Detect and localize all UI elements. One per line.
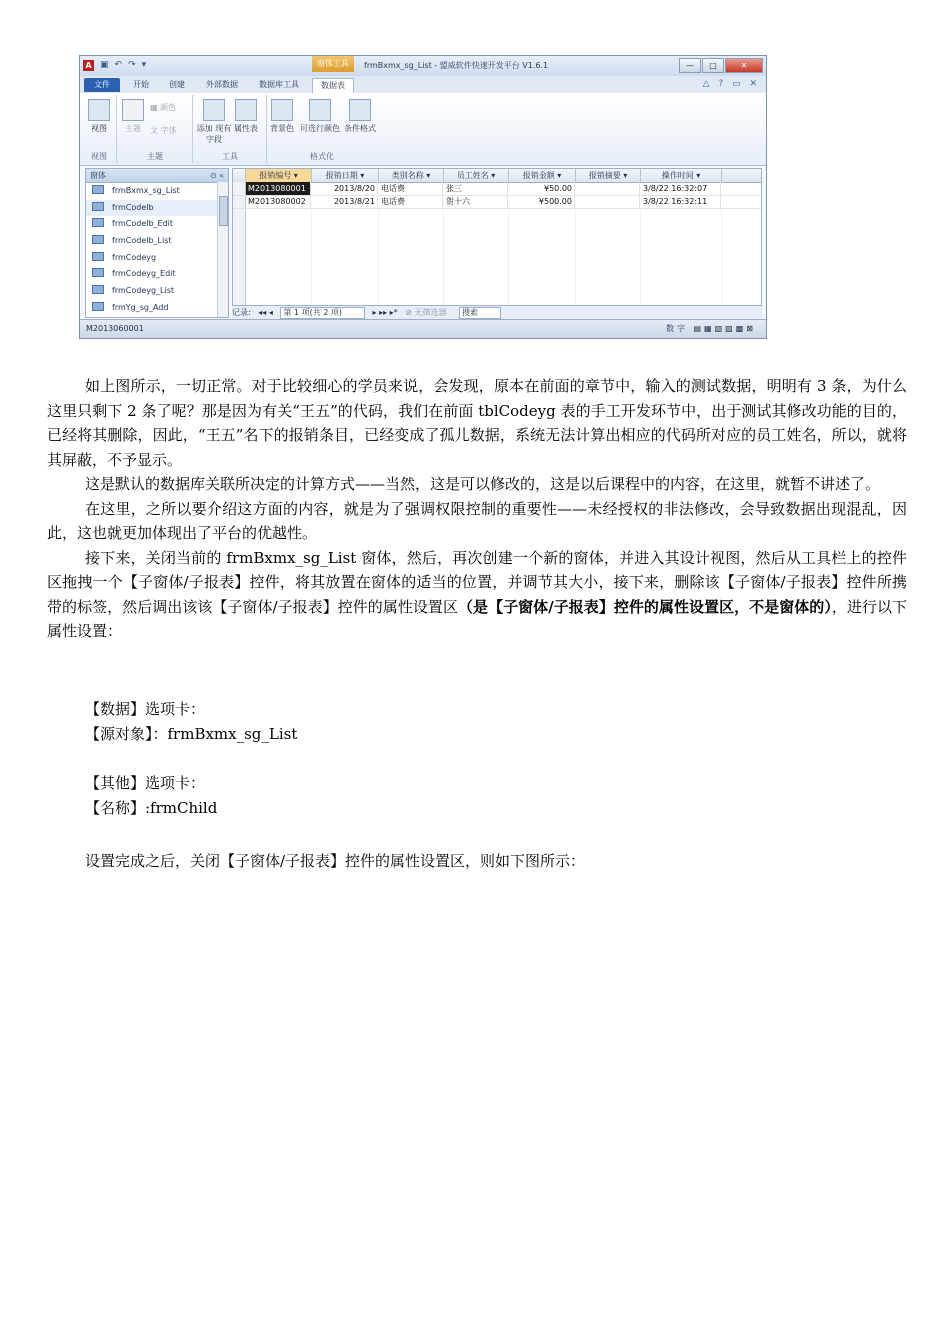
status-bar	[80, 319, 766, 338]
nav-item[interactable]: frmYg_sg_Add	[86, 300, 228, 317]
form-icon	[92, 235, 104, 244]
customize-qat-icon[interactable]: ▾	[141, 60, 147, 70]
column-header[interactable]: 员工姓名 ▾	[444, 169, 509, 182]
current-record-field[interactable]: 第 1 项(共 2 项)	[280, 307, 365, 319]
setting-source-object: 【源对象】：frmBxmx_sg_List	[85, 725, 298, 743]
nav-pane-header[interactable]: 窗体 ⊙ «	[86, 169, 228, 183]
form-icon	[92, 268, 104, 277]
table-row[interactable]: M2013080002 2013/8/21 电话费 贺十六 ¥500.00 3/8/22 16:32:11	[233, 195, 761, 209]
alternate-row-color-button[interactable]: 可选行颜色	[300, 99, 340, 134]
nav-item[interactable]: frmCodeyg_Edit	[86, 266, 228, 283]
access-app-icon: A	[83, 60, 94, 71]
add-existing-fields-button[interactable]: 添加 现有字段	[196, 99, 232, 145]
form-icon	[92, 252, 104, 261]
redo-icon[interactable]: ↷	[128, 60, 136, 70]
paragraph: 如上图所示，一切正常。对于比较细心的学员来说，会发现，原本在前面的章节中，输入的测试数据，明明有 3 条，为什么这里只剩下 2 条了呢？那是因为有关“王五”的代码，我们在前面 tblCodeyg 表的手工开发环节中，出于测试其修改功能的目的，已经将其删除，因此，“王五”名下的报销条目，已经变成了孤儿数据，系统无法计算出相应的代码所对应的员工姓名，所以，就将其屏蔽，不予显示。	[47, 377, 907, 469]
ribbon-tabs	[80, 76, 766, 93]
column-header[interactable]: 报销编号 ▾	[246, 169, 312, 182]
conditional-formatting-button[interactable]: 条件格式	[344, 99, 376, 134]
tab-home[interactable]: 开始	[133, 80, 149, 89]
paragraph: 接下来，关闭当前的 frmBxmx_sg_List 窗体，然后，再次创建一个新的窗体，并进入其设计视图，然后从工具栏上的控件区拖拽一个【子窗体/子报表】控件，将其放置在窗体的适当的位置，并调节其大小，接下来，删除该【子窗体/子报表】控件所携带的标签，然后调出该该【子窗体/子报表】控件的属性设置区（是【子窗体/子报表】控件的属性设置区，不是窗体的），进行以下属性设置：	[47, 548, 907, 640]
tab-file[interactable]: 文件	[84, 78, 120, 92]
themes-icon	[122, 99, 144, 121]
form-icon	[92, 302, 104, 311]
alternate-rows-icon	[309, 99, 331, 121]
column-header[interactable]: 报销摘要 ▾	[576, 169, 641, 182]
fonts-button[interactable]: 文 字体	[150, 126, 177, 135]
form-icon	[92, 202, 104, 211]
quick-access-toolbar	[100, 60, 146, 72]
minimize-button[interactable]: —	[679, 58, 701, 73]
column-header[interactable]: 类别名称 ▾	[379, 169, 444, 182]
status-right: 数字 ▤▦▧▨▩⊠	[665, 324, 756, 333]
ribbon	[80, 93, 766, 166]
status-text: M2013060001	[86, 324, 144, 333]
close-button[interactable]: ✕	[725, 58, 763, 73]
tab-external-data[interactable]: 外部数据	[206, 80, 238, 89]
table-row[interactable]: M2013080001 2013/8/20 电话费 张三 ¥50.00 3/8/22 16:32:07	[233, 182, 761, 196]
tab-create[interactable]: 创建	[169, 80, 185, 89]
conditional-format-icon	[349, 99, 371, 121]
background-color-button[interactable]: 背景色	[270, 99, 294, 134]
add-fields-icon	[203, 99, 225, 121]
nav-item[interactable]: frmBxmx_sg_List	[86, 183, 228, 200]
ribbon-group-tools: 添加 现有字段 属性表 工具	[194, 95, 267, 163]
column-header[interactable]: 报销金额 ▾	[509, 169, 576, 182]
select-all-cell[interactable]	[233, 169, 246, 182]
navigation-pane	[85, 168, 229, 318]
tab-database-tools[interactable]: 数据库工具	[259, 80, 299, 89]
next-last-new-record-buttons[interactable]: ▸ ▸▸ ▸*	[372, 308, 398, 317]
closing-sentence: 设置完成之后，关闭【子窗体/子报表】控件的属性设置区，则如下图所示：	[85, 852, 586, 870]
save-icon[interactable]: ▣	[100, 60, 109, 70]
property-sheet-icon	[235, 99, 257, 121]
column-header[interactable]: 操作时间 ▾	[641, 169, 722, 182]
setting-other-tab: 【其他】选项卡：	[85, 774, 206, 792]
help-icon[interactable]: △ ? ▭ ✕	[702, 79, 760, 89]
first-prev-record-buttons[interactable]: ◂◂ ◂	[258, 308, 273, 317]
nav-item[interactable]: frmCodeyg	[86, 250, 228, 267]
paragraph: 这是默认的数据库关联所决定的计算方式——当然，这是可以修改的，这是以后课程中的内容，在这里，就暂不讲述了。	[85, 475, 881, 493]
grid-header-row	[233, 169, 761, 183]
tab-datasheet[interactable]: 数据表	[312, 78, 354, 93]
ribbon-group-formatting: 背景色 可选行颜色 条件格式 格式化	[268, 95, 376, 163]
nav-item[interactable]: frmCodeyg_List	[86, 283, 228, 300]
ribbon-group-themes: 主题 ▦ 颜色 文 字体 主题	[118, 95, 193, 163]
nav-item[interactable]: frmCodelb_List	[86, 233, 228, 250]
emphasis: （是【子窗体/子报表】控件的属性设置区，不是窗体的）	[458, 597, 832, 616]
title-bar	[80, 56, 766, 77]
nav-item[interactable]: frmCodelb	[86, 200, 228, 217]
access-screenshot	[79, 55, 767, 339]
property-sheet-button[interactable]: 属性表	[234, 99, 258, 134]
form-icon	[92, 285, 104, 294]
setting-data-tab: 【数据】选项卡：	[85, 700, 206, 718]
scrollbar-thumb[interactable]	[219, 196, 228, 226]
maximize-button[interactable]: □	[702, 58, 724, 73]
nav-item[interactable]: frmCodelb_Edit	[86, 216, 228, 233]
undo-icon[interactable]: ↶	[114, 60, 123, 70]
setting-name: 【名称】:frmChild	[85, 799, 218, 817]
paint-bucket-icon	[271, 99, 293, 121]
paragraph: 在这里，之所以要介绍这方面的内容，就是为了强调权限控制的重要性——未经授权的非法修改，会导致数据出现混乱，因此，这也就更加体现出了平台的优越性。	[47, 499, 907, 542]
view-button[interactable]: 视图	[88, 99, 110, 134]
record-navigation-bar: 记录: ◂◂ ◂ 第 1 项(共 2 项) ▸ ▸▸ ▸* ⊘ 无筛选器 搜索	[232, 305, 762, 319]
datasheet-grid	[232, 168, 762, 318]
form-icon	[92, 218, 104, 227]
view-icon	[88, 99, 110, 121]
column-header[interactable]: 报销日期 ▾	[312, 169, 379, 182]
filter-indicator[interactable]: ⊘ 无筛选器	[405, 308, 447, 317]
article-body	[47, 374, 907, 644]
form-icon	[92, 185, 104, 194]
nav-pane-collapse-icon[interactable]: ⊙ «	[209, 171, 224, 180]
window-title: frmBxmx_sg_List - 盟威软件快速开发平台 V1.6.1	[364, 61, 549, 70]
search-input[interactable]: 搜索	[459, 307, 501, 319]
nav-scrollbar[interactable]	[217, 182, 228, 317]
colors-button[interactable]: ▦ 颜色	[150, 103, 177, 112]
themes-button[interactable]: 主题	[122, 99, 144, 134]
form-tools-context-tab: 窗体工具	[312, 56, 354, 72]
ribbon-group-views: 视图 视图	[82, 95, 117, 163]
